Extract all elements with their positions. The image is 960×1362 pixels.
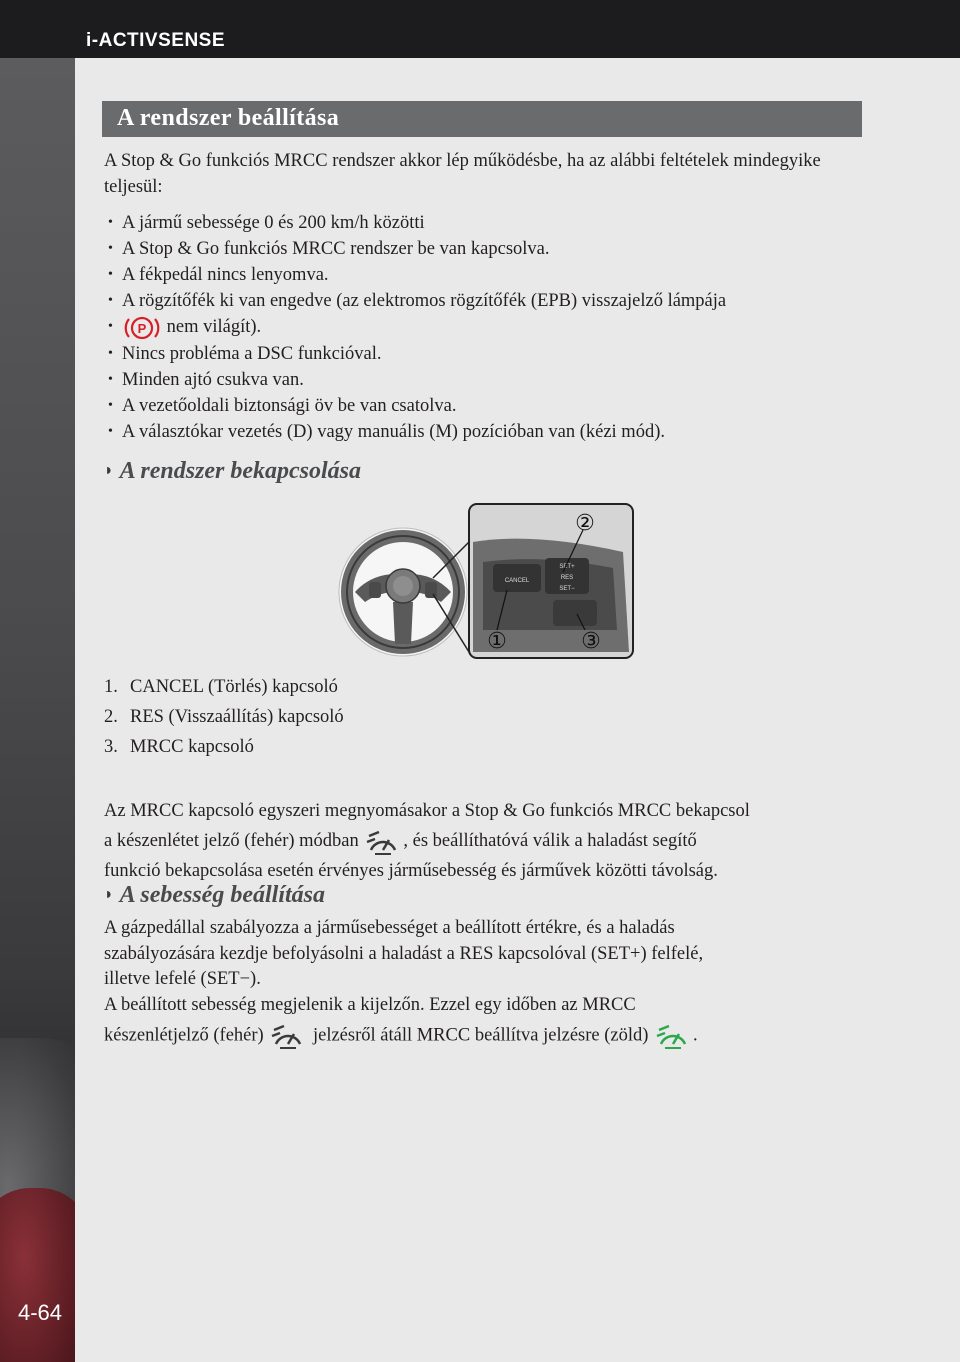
- subsection-title: A rendszer bekapcsolása: [119, 458, 362, 484]
- part-number: 1.: [104, 677, 118, 697]
- part-number: 2.: [104, 707, 118, 727]
- callout-3: ③: [581, 629, 601, 654]
- speed-line: szabályozására kezdje befolyásolni a haladást a RES kapcsolóval (SET+) felfelé,: [104, 943, 704, 964]
- parts-list-item: [104, 672, 344, 702]
- condition-item: • Nincs probléma a DSC funkcióval.: [108, 341, 868, 367]
- activation-text: , és beállíthatóvá válik a haladást segítő: [403, 831, 697, 851]
- condition-item: • A jármű sebessége 0 és 200 km/h közötti: [108, 210, 868, 236]
- subsection-heading-speed: [104, 882, 325, 909]
- mrcc-standby-icon: [268, 1022, 308, 1050]
- speed-line: [104, 1022, 864, 1050]
- subsection-title: A sebesség beállítása: [119, 882, 325, 908]
- callout-1: ①: [487, 629, 507, 654]
- speed-text: jelzésről átáll MRCC beállítva jelzésre (zöld): [312, 1025, 649, 1046]
- speed-line: A beállított sebesség megjelenik a kijelzőn. Ezzel egy időben az MRCC: [104, 994, 636, 1015]
- set-plus-label: SET+: [559, 564, 575, 570]
- parts-list: [104, 672, 344, 762]
- section-heading-text: A rendszer beállítása: [117, 105, 340, 131]
- speed-text: készenlétjelző (fehér): [104, 1025, 264, 1046]
- mrcc-set-green-icon: [653, 1022, 693, 1050]
- part-label: RES (Visszaállítás) kapcsoló: [130, 707, 344, 727]
- condition-item: • A fékpedál nincs lenyomva.: [108, 262, 868, 288]
- page-number: 4-64: [18, 1300, 63, 1325]
- speed-text: .: [693, 1025, 698, 1046]
- epb-suffix: nem világít).: [166, 317, 262, 337]
- left-sidebar: [0, 58, 75, 1362]
- conditions-list: [108, 210, 868, 445]
- section-label: i-ACTIVSENSE: [86, 30, 226, 51]
- set-minus-label: SET−: [559, 586, 575, 592]
- speed-line: A gázpedállal szabályozza a járműsebességet a beállított értékre, és a haladás: [104, 918, 675, 938]
- condition-item: • Minden ajtó csukva van.: [108, 367, 868, 393]
- callout-2: ②: [575, 511, 595, 536]
- part-label: MRCC kapcsoló: [130, 737, 254, 757]
- top-bar: [0, 0, 960, 58]
- cancel-button-label: CANCEL: [504, 578, 530, 584]
- mrcc-standby-icon: [363, 828, 403, 856]
- activation-paragraph: [104, 796, 864, 886]
- section-heading: [102, 101, 862, 137]
- subsection-heading-activation: [104, 458, 361, 485]
- epb-warning-icon: [122, 315, 162, 341]
- subsection-marker-icon: ◗: [104, 462, 114, 479]
- steering-wheel-figure: [333, 502, 635, 660]
- condition-item: [108, 288, 868, 314]
- res-label: RES: [560, 575, 574, 581]
- condition-text: A rögzítőfék ki van engedve (az elektromos rögzítőfék (EPB) visszajelző lámpája: [122, 291, 727, 311]
- activation-line: Az MRCC kapcsoló egyszeri megnyomásakor a Stop & Go funkciós MRCC bekapcsol: [104, 801, 750, 821]
- epb-continuation: [108, 314, 868, 341]
- svg-text:P: • P: [137, 320, 147, 336]
- intro-paragraph: A Stop & Go funkciós MRCC rendszer akkor lép működésbe, ha az alábbi feltételek mindegyike teljesül:: [104, 151, 821, 197]
- part-label: CANCEL (Törlés) kapcsoló: [130, 677, 338, 697]
- car-seat-image: [0, 1188, 75, 1362]
- parts-list-item: [104, 702, 344, 732]
- condition-item: • A Stop & Go funkciós MRCC rendszer be van kapcsolva.: [108, 236, 868, 262]
- activation-line: [104, 826, 864, 856]
- speed-paragraph: [104, 916, 864, 1050]
- condition-item: • A vezetőoldali biztonsági öv be van csatolva.: [108, 393, 868, 419]
- parts-list-item: [104, 732, 344, 762]
- activation-line: funkció bekapcsolása esetén érvényes járműsebesség és járművek közötti távolság.: [104, 861, 718, 881]
- part-number: 3.: [104, 737, 118, 757]
- subsection-marker-icon: ◗: [104, 886, 114, 903]
- condition-item: • A választókar vezetés (D) vagy manuális (M) pozícióban van (kézi mód).: [108, 419, 868, 445]
- activation-text: a készenlétet jelző (fehér) módban: [104, 831, 359, 851]
- speed-line: illetve lefelé (SET−).: [104, 969, 261, 989]
